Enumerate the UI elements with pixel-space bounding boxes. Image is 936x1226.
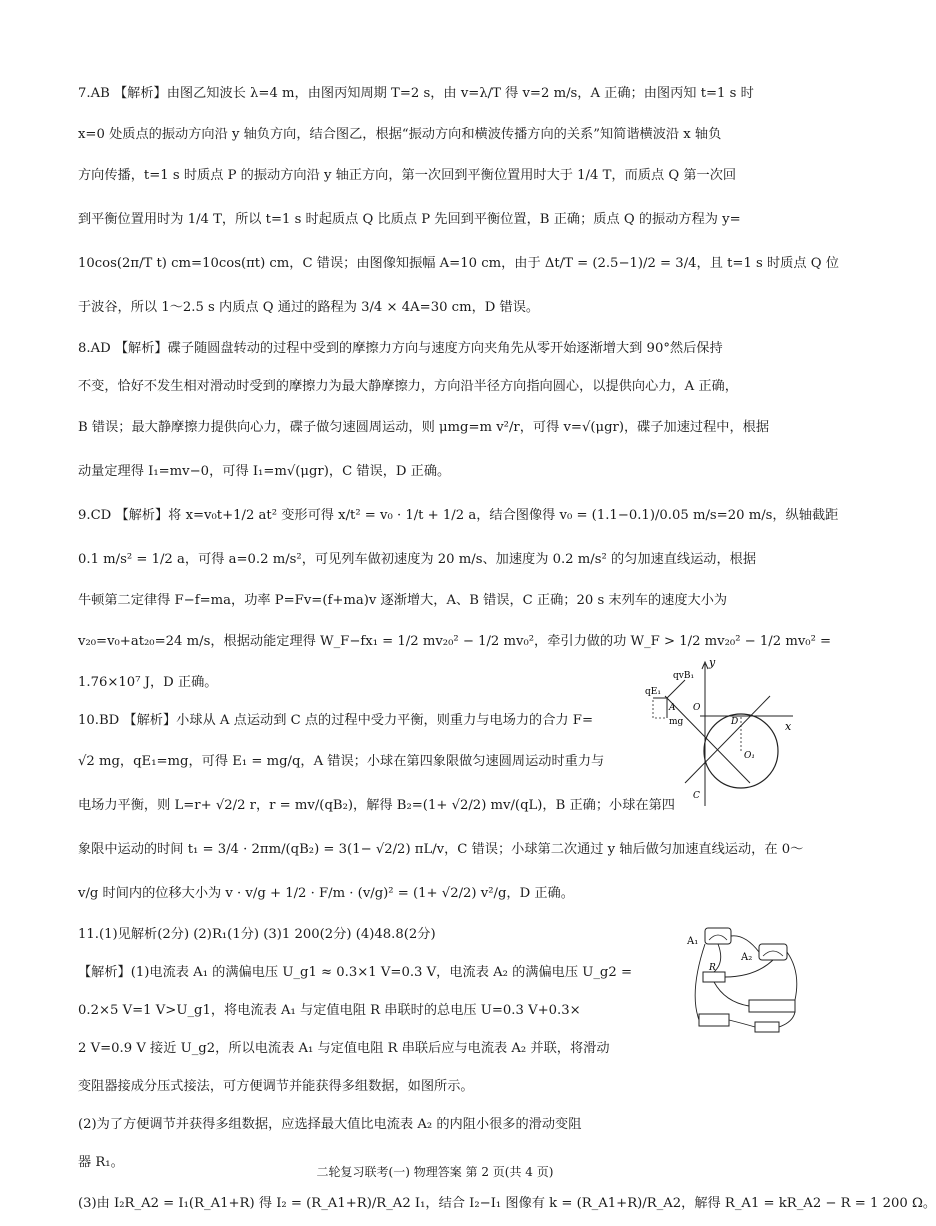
text-line-q9-4: v₂₀=v₀+at₂₀=24 m/s，根据动能定理得 W_F−fx₁ = 1/2 mv₂₀² − 1/2 mv₀²，牵引力做的功 W_F > 1/2 mv₂₀² − 1/2 mv₀² = [78, 634, 832, 649]
text-line-q10-2: √2 mg，qE₁=mg，可得 E₁ = mg/q，A 错误；小球在第四象限做匀速圆周运动时重力与 [78, 754, 605, 769]
text-line-q7-3: 方向传播，t=1 s 时质点 P 的振动方向沿 y 轴正方向，第一次回到平衡位置用时大于 1/4 T，而质点 Q 第一次回 [78, 168, 737, 183]
text-line-q11-7: 器 R₁。 [78, 1155, 124, 1170]
label-A1: A₁ [687, 936, 699, 947]
resistor-r [703, 972, 725, 982]
label-A: A [669, 703, 676, 713]
battery [699, 1014, 729, 1026]
text-line-q10-1: 10.BD 【解析】小球从 A 点运动到 C 点的过程中受力平衡，则重力与电场力的合力 F= [78, 713, 594, 728]
ammeter-a1 [705, 928, 731, 944]
text-line-q11-8: (3)由 I₂R_A2 = I₁(R_A1+R) 得 I₂ = (R_A1+R)/R_A2 I₁，结合 I₂−I₁ 图像有 k = (R_A1+R)/R_A2，解得 R_A1 = kR_A2 − R = 1 200 Ω。 [78, 1196, 936, 1211]
answer-page [78, 72, 936, 1226]
text-line-q11-5: 变阻器接成分压式接法，可方便调节并能获得多组数据，如图所示。 [78, 1079, 474, 1094]
label-A2: A₂ [741, 952, 753, 963]
text-line-q7-2: x=0 处质点的振动方向沿 y 轴负方向，结合图乙，根据“振动方向和横波传播方向的关系”知简谐横波沿 x 轴负 [78, 127, 722, 142]
text-line-q11-2: 【解析】(1)电流表 A₁ 的满偏电压 U_g1 ≈ 0.3×1 V=0.3 V，电流表 A₂ 的满偏电压 U_g2 = [78, 965, 633, 980]
text-line-q9-3: 牛顿第二定律得 F−f=ma，功率 P=Fv=(f+ma)v 逐渐增大，A、B 错误，C 正确；20 s 末列车的速度大小为 [78, 593, 728, 608]
text-line-q9-5: 1.76×10⁷ J，D 正确。 [78, 675, 218, 690]
text-line-q10-4: 象限中运动的时间 t₁ = 3/4 · 2πm/(qB₂) = 3(1− √2/2) πL/v，C 错误；小球第二次通过 y 轴后做匀加速直线运动，在 0～ [78, 842, 804, 857]
rheostat [749, 1000, 795, 1012]
text-line-q7-4: 到平衡位置用时为 1/4 T，所以 t=1 s 时起质点 Q 比质点 P 先回到平衡位置，B 正确；质点 Q 的振动方程为 y= [78, 212, 741, 227]
text-line-q7-6: 于波谷，所以 1～2.5 s 内质点 Q 通过的路程为 3/4 × 4A=30 cm，D 错误。 [78, 300, 540, 315]
text-line-q11-3: 0.2×5 V=1 V>U_g1，将电流表 A₁ 与定值电阻 R 串联时的总电压 U=0.3 V+0.3× [78, 1003, 581, 1018]
wires [695, 936, 797, 1027]
text-line-q8-4: 动量定理得 I₁=mv−0，可得 I₁=m√(μgr)，C 错误，D 正确。 [78, 464, 451, 479]
qvb1-arrow [667, 680, 685, 698]
q10-figure [645, 658, 795, 808]
text-line-q11-6: (2)为了方便调节并获得多组数据，应选择最大值比电流表 A₂ 的内阻小很多的滑动变阻 [78, 1117, 582, 1132]
text-line-q8-2: 不变，恰好不发生相对滑动时受到的摩擦力为最大静摩擦力，方向沿半径方向指向圆心，以提供向心力，A 正确， [78, 379, 738, 394]
path-a-to-c [665, 696, 750, 783]
ammeter-a2 [759, 944, 787, 960]
text-line-q9-1: 9.CD 【解析】将 x=v₀t+1/2 at² 变形可得 x/t² = v₀ · 1/t + 1/2 a，结合图像得 v₀ = (1.1−0.1)/0.05 m/s=20 m/s，纵轴截距 [78, 508, 839, 523]
text-line-q7-1: 7.AB 【解析】由图乙知波长 λ=4 m，由图丙知周期 T=2 s，由 v=λ/T 得 v=2 m/s，A 正确；由图丙知 t=1 s 时 [78, 86, 754, 101]
text-line-q10-5: v/g 时间内的位移大小为 v · v/g + 1/2 · F/m · (v/g)² = (1+ √2/2) v²/g，D 正确。 [78, 886, 574, 901]
y-axis-label: y [709, 656, 716, 669]
label-qvB1: qvB₁ [673, 671, 695, 681]
text-line-q10-3: 电场力平衡，则 L=r+ √2/2 r，r = mv/(qB₂)，解得 B₂=(1+ √2/2) mv/(qL)，B 正确；小球在第四 [78, 798, 675, 813]
ammeter-a2-dial [763, 951, 783, 956]
label-mg: mg [669, 717, 684, 727]
label-O1: O₁ [744, 751, 755, 761]
q11-circuit-figure [685, 922, 803, 1040]
x-axis-label: x [785, 720, 792, 733]
label-D: D [731, 717, 739, 727]
text-line-q9-2: 0.1 m/s² = 1/2 a，可得 a=0.2 m/s²，可见列车做初速度为 20 m/s、加速度为 0.2 m/s² 的匀加速直线运动，根据 [78, 552, 757, 567]
text-line-q11-1: 11.(1)见解析(2分) (2)R₁(1分) (3)1 200(2分) (4)48.8(2分) [78, 927, 436, 942]
switch [755, 1022, 779, 1032]
text-line-q11-4: 2 V=0.9 V 接近 U_g2，所以电流表 A₁ 与定值电阻 R 串联后应与电流表 A₂ 并联，将滑动 [78, 1041, 610, 1056]
force-box [653, 698, 667, 718]
label-qE1: qE₁ [645, 687, 661, 697]
ammeter-a1-dial [709, 935, 727, 940]
text-line-q8-3: B 错误；最大静摩擦力提供向心力，碟子做匀速圆周运动，则 μmg=m v²/r，可得 v=√(μgr)，碟子加速过程中，根据 [78, 420, 770, 435]
page-footer: 二轮复习联考(一) 物理答案 第 2 页(共 4 页) [316, 1165, 554, 1179]
label-R: R [709, 963, 716, 973]
label-O: O [693, 703, 701, 713]
text-line-q8-1: 8.AD 【解析】碟子随圆盘转动的过程中受到的摩擦力方向与速度方向夹角先从零开始逐渐增大到 90°然后保持 [78, 341, 723, 356]
text-line-q7-5: 10cos(2π/T t) cm=10cos(πt) cm，C 错误；由图像知振幅 A=10 cm，由于 Δt/T = (2.5−1)/2 = 3/4，且 t=1 s 时质点 Q 位 [78, 256, 839, 271]
label-C: C [693, 791, 700, 801]
